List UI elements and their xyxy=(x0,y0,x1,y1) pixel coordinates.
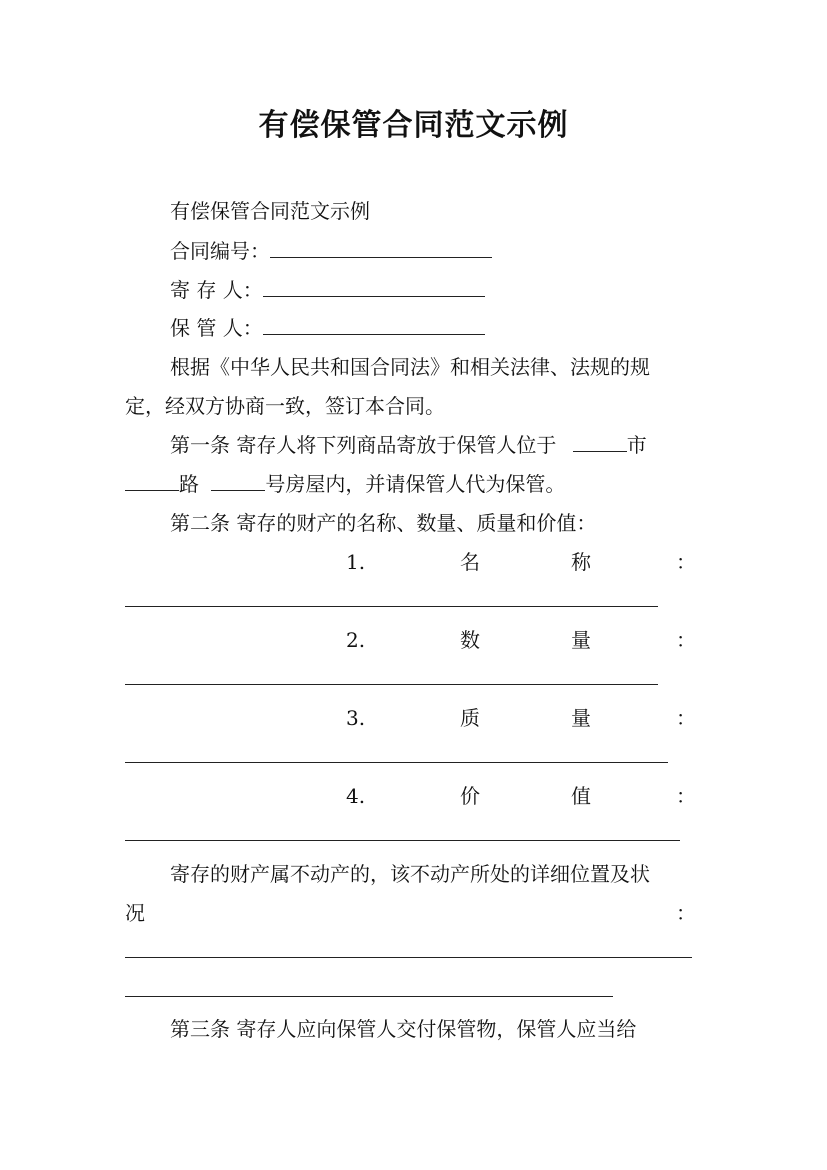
item-4-number: 4. xyxy=(346,784,366,808)
item-4-colon: ： xyxy=(676,784,696,808)
item-1-char-a: 名 xyxy=(460,550,480,574)
contract-number-blank xyxy=(270,239,492,258)
item-3-char-a: 质 xyxy=(460,706,480,730)
realty-line-2-colon: ： xyxy=(676,901,696,925)
depositor-field xyxy=(170,277,485,303)
document-title: 有偿保管合同范文示例 xyxy=(258,108,569,143)
item-4-char-a: 价 xyxy=(460,784,480,808)
item-2-char-b: 量 xyxy=(571,628,591,652)
intro-line-1: 根据《中华人民共和国合同法》和相关法律、法规的规 xyxy=(170,355,650,379)
item-1-colon: ： xyxy=(676,550,696,574)
article-2-heading: 第二条 寄存的财产的名称、数量、质量和价值： xyxy=(170,511,597,535)
item-3-blank-line xyxy=(125,762,668,763)
item-4-blank-line xyxy=(125,840,680,841)
item-1-char-b: 称 xyxy=(571,550,591,574)
item-4-char-b: 值 xyxy=(571,784,591,808)
item-3-number: 3. xyxy=(346,706,366,730)
custodian-label: 保 管 人： xyxy=(170,316,263,340)
item-1-number: 1. xyxy=(346,550,366,574)
article-1-text-d: 号房屋内，并请保管人代为保管。 xyxy=(265,472,566,496)
custodian-blank xyxy=(263,316,485,335)
item-3-colon: ： xyxy=(676,706,696,730)
custodian-field xyxy=(170,315,485,341)
item-2-char-a: 数 xyxy=(460,628,480,652)
realty-blank-line-1 xyxy=(125,957,692,958)
contract-number-field xyxy=(170,238,492,264)
article-1-road-blank xyxy=(125,472,179,491)
item-2-number: 2. xyxy=(346,628,366,652)
article-1-line-2 xyxy=(125,471,565,497)
depositor-blank xyxy=(263,278,485,297)
realty-line-2-text: 况 xyxy=(125,901,145,925)
item-1-blank-line xyxy=(125,606,658,607)
article-3-line-1: 第三条 寄存人应向保管人交付保管物，保管人应当给 xyxy=(170,1017,637,1041)
item-2-blank-line xyxy=(125,684,658,685)
realty-line-1: 寄存的财产属不动产的，该不动产所处的详细位置及状 xyxy=(170,862,650,886)
article-1-text-c: 路 xyxy=(179,472,199,496)
intro-line-2: 定，经双方协商一致，签订本合同。 xyxy=(125,394,445,418)
article-1-text-b: 市 xyxy=(626,433,647,457)
item-3-char-b: 量 xyxy=(571,706,591,730)
article-1-text-a: 第一条 寄存人将下列商品寄放于保管人位于 xyxy=(170,433,557,457)
article-1-number-blank xyxy=(211,472,265,491)
article-1-city-blank xyxy=(573,433,627,452)
realty-blank-line-2 xyxy=(125,996,613,997)
article-1-line-1 xyxy=(170,432,647,458)
contract-number-label: 合同编号： xyxy=(170,239,270,263)
item-2-colon: ： xyxy=(676,628,696,652)
depositor-label: 寄 存 人： xyxy=(170,278,263,302)
document-subtitle: 有偿保管合同范文示例 xyxy=(170,199,370,223)
